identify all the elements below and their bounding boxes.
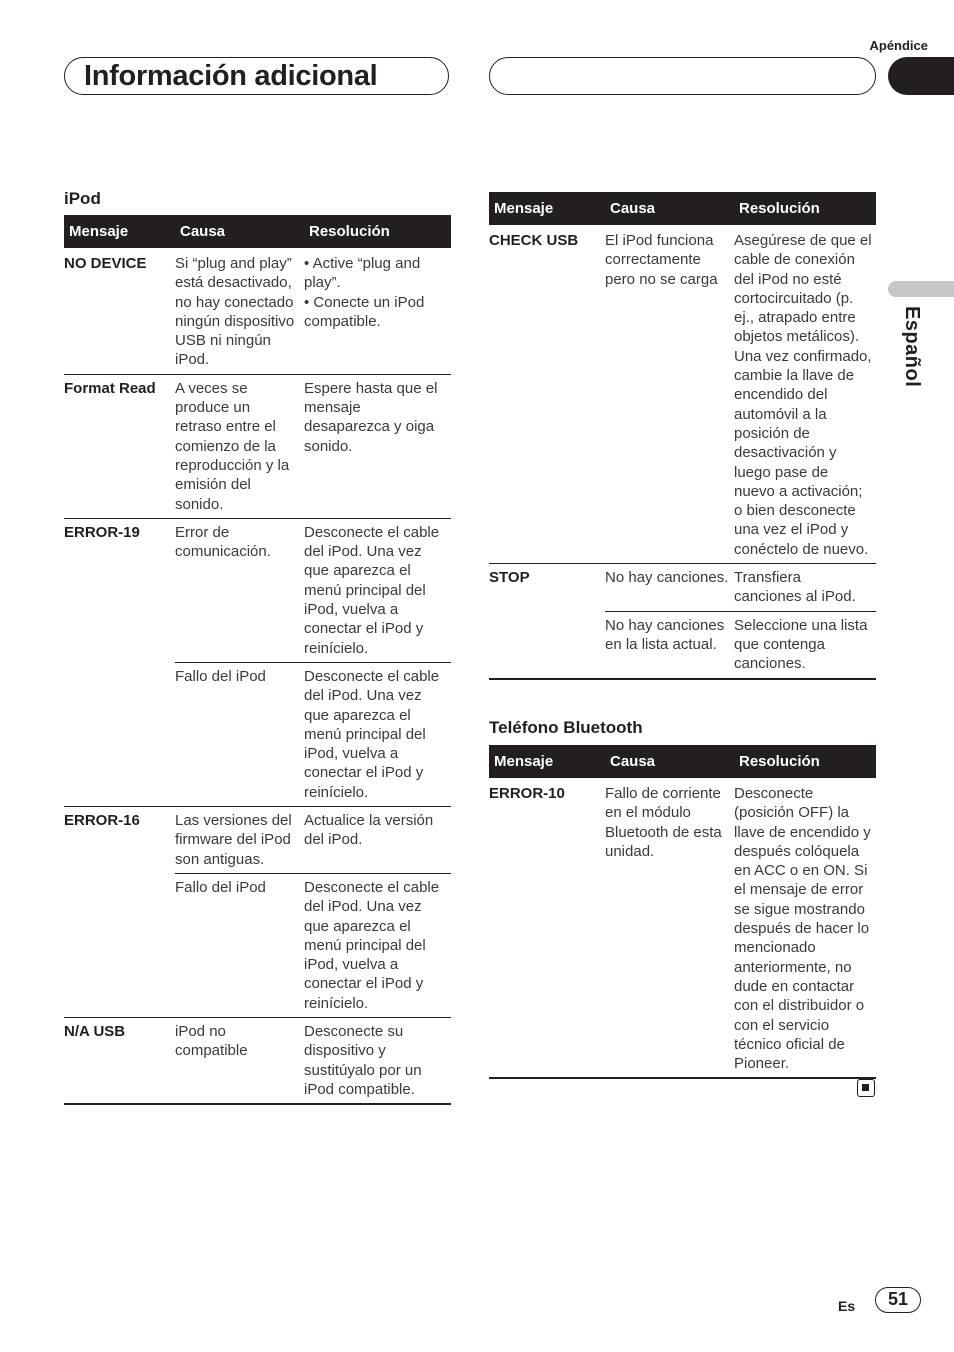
table-row xyxy=(489,778,876,1078)
cause-cell: Si “plug and play” está desactivado, no hay conectado ningún dispositivo USB ni ningún iPod. xyxy=(175,255,295,369)
cause-cell: El iPod funciona correctamente pero no se carga xyxy=(605,232,718,288)
table-row xyxy=(64,518,451,662)
language-tab-marker xyxy=(888,281,954,297)
ipod-continued-table xyxy=(489,192,876,680)
cause-cell: Las versiones del firmware del iPod son antiguas. xyxy=(175,807,304,874)
resolution-cell: Transfiera canciones al iPod. xyxy=(734,564,876,612)
header-resolucion: Resolución xyxy=(734,745,876,778)
table-row xyxy=(489,564,876,612)
table-row xyxy=(64,662,451,806)
resolution-cell: Desconecte el cable del iPod. Una vez que aparezca el menú principal del iPod, vuelva a conectar el iPod y reinícielo. xyxy=(304,518,451,662)
resolution-cell: Desconecte el cable del iPod. Una vez que aparezca el menú principal del iPod, vuelva a conectar el iPod y reinícielo. xyxy=(304,873,451,1017)
header-mensaje: Mensaje xyxy=(489,192,605,225)
resolution-cell: Seleccione una lista que contenga canciones. xyxy=(734,611,876,678)
section-tab-marker xyxy=(888,57,954,95)
ipod-heading: iPod xyxy=(64,189,101,208)
message-cell: CHECK USB xyxy=(489,232,579,249)
header-causa: Causa xyxy=(605,192,734,225)
header-causa: Causa xyxy=(605,745,734,778)
table-row xyxy=(489,225,876,564)
page-number: 51 xyxy=(875,1287,921,1313)
resolution-cell: Desconecte (posición OFF) la llave de encendido y después colóquela en ACC o en ON. Si el mensaje de error se sigue mostrando después de hacer lo mencionado anteriormente, no dude en contactar con el distribuidor o con el servicio técnico oficial de Pioneer. xyxy=(734,785,871,1073)
page-title: Información adicional xyxy=(84,60,378,92)
ipod-message-table xyxy=(64,215,451,1105)
message-cell: STOP xyxy=(489,564,605,612)
header-resolucion: Resolución xyxy=(734,192,876,225)
end-of-section-icon xyxy=(857,1079,875,1097)
language-tab-label: Español xyxy=(901,306,923,388)
resolution-cell: Asegúrese de que el cable de conexión del iPod no esté cortocircuitado (p. ej., atrapado entre objetos metálicos). Una vez confirmado, cambie la llave de encendido del automóvil a la posición de desactivación y luego pase de nuevo a activación; o bien desconecte una vez el iPod y conéctelo de nuevo. xyxy=(734,232,872,558)
message-cell: ERROR-19 xyxy=(64,518,175,662)
cause-cell: iPod no compatible xyxy=(175,1017,304,1104)
table-header-row xyxy=(489,192,876,225)
table-header-row xyxy=(489,745,876,778)
header-resolucion: Resolución xyxy=(304,215,451,248)
bluetooth-heading: Teléfono Bluetooth xyxy=(489,718,643,737)
table-row xyxy=(64,374,451,518)
bluetooth-message-table xyxy=(489,745,876,1079)
message-cell xyxy=(489,611,605,678)
cause-cell: Fallo del iPod xyxy=(175,662,304,806)
language-code: Es xyxy=(838,1298,856,1314)
header-mensaje: Mensaje xyxy=(489,745,605,778)
resolution-cell: Desconecte el cable del iPod. Una vez que aparezca el menú principal del iPod, vuelva a conectar el iPod y reinícielo. xyxy=(304,662,451,806)
message-cell: NO DEVICE xyxy=(64,255,147,272)
message-cell: Format Read xyxy=(64,374,175,518)
table-row xyxy=(489,611,876,678)
message-cell xyxy=(64,873,175,1017)
table-row xyxy=(64,873,451,1017)
table-row xyxy=(64,248,451,374)
cause-cell: No hay canciones. xyxy=(605,564,734,612)
message-cell: ERROR-10 xyxy=(489,785,565,802)
message-cell xyxy=(64,662,175,806)
resolution-cell: Espere hasta que el mensaje desaparezca y oiga sonido. xyxy=(304,374,451,518)
table-bottom-rule xyxy=(489,1078,876,1079)
cause-cell: Fallo de corriente en el módulo Bluetooth de esta unidad. xyxy=(605,785,722,860)
header-mensaje: Mensaje xyxy=(64,215,175,248)
header-frame-right xyxy=(489,57,876,95)
appendix-label: Apéndice xyxy=(869,38,928,53)
resolution-cell: • Active “plug and play”. • Conecte un iPod compatible. xyxy=(304,255,425,330)
cause-cell: A veces se produce un retraso entre el comienzo de la reproducción y la emisión del sonido. xyxy=(175,374,304,518)
cause-cell: No hay canciones en la lista actual. xyxy=(605,611,734,678)
message-cell: N/A USB xyxy=(64,1017,175,1104)
table-row xyxy=(64,807,451,874)
table-row xyxy=(64,1017,451,1104)
cause-cell: Error de comunicación. xyxy=(175,518,304,662)
resolution-cell: Actualice la versión del iPod. xyxy=(304,807,451,874)
cause-cell: Fallo del iPod xyxy=(175,873,304,1017)
table-header-row xyxy=(64,215,451,248)
table-bottom-rule xyxy=(64,1104,451,1105)
header-causa: Causa xyxy=(175,215,304,248)
resolution-cell: Desconecte su dispositivo y sustitúyalo por un iPod compatible. xyxy=(304,1017,451,1104)
message-cell: ERROR-16 xyxy=(64,807,175,874)
table-bottom-rule xyxy=(489,679,876,680)
